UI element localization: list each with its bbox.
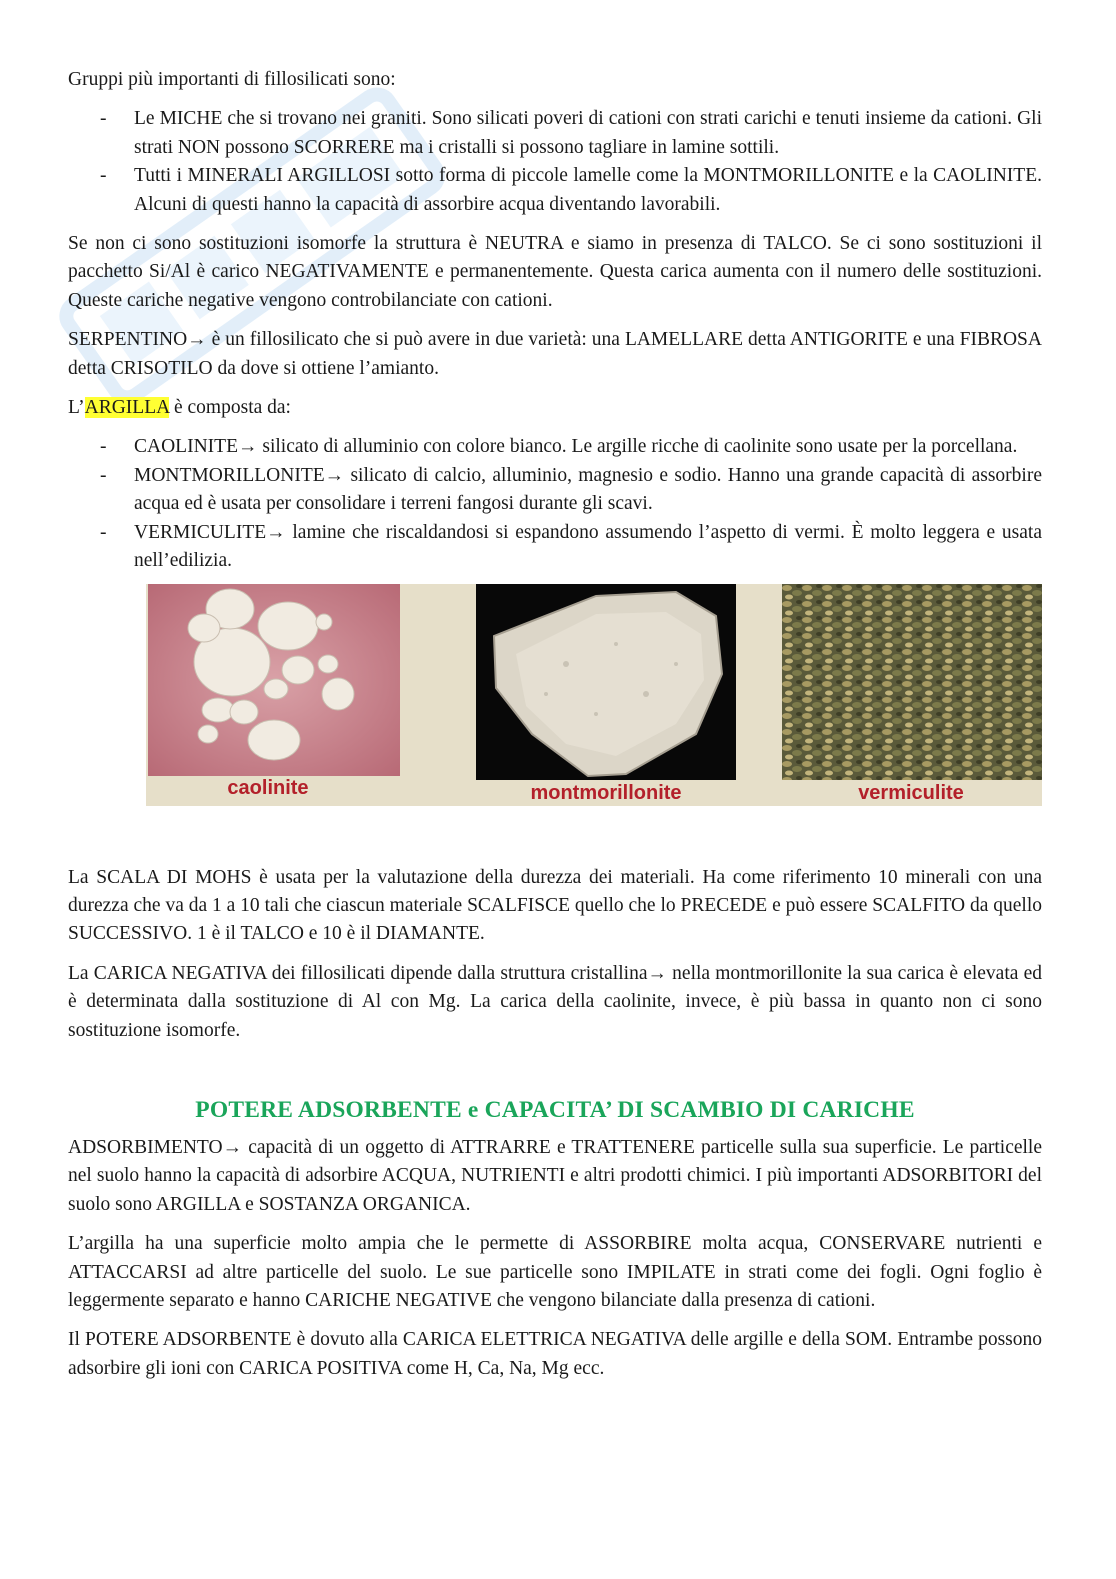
montmorillonite-photo xyxy=(476,584,736,780)
list-item-text: MONTMORILLONITE→ silicato di calcio, alluminio, magnesio e sodio. Hanno una grande capacità di assorbire acqua ed è usata per consolidare i terreni fangosi durante gli scavi. xyxy=(134,464,1042,515)
adsorbimento-paragraph: ADSORBIMENTO→ capacità di un oggetto di ATTRARRE e TRATTENERE particelle sulla sua superficie. Le particelle nel suolo hanno la capacità di adsorbire ACQUA, NUTRIENTI e altri prodotti chimici. I più importanti ADSORBITORI del suolo sono ARGILLA e SOSTANZA ORGANICA. xyxy=(68,1136,1042,1215)
mohs-paragraph: La SCALA DI MOHS è usata per la valutazione della durezza dei materiali. Ha come riferimento 10 minerali con una durezza che va da 1 a 10 tali che ciascun materiale SCALFISCE quello che lo PRECEDE e può essere SCALFITO da quello SUCCESSIVO. 1 è il TALCO e 10 è il DIAMANTE. xyxy=(68,866,1042,945)
list-item-text: CAOLINITE→ silicato di alluminio con colore bianco. Le argille ricche di caolinite sono usate per la porcellana. xyxy=(134,436,1018,458)
argilla-list xyxy=(68,433,1042,575)
list-item-text: Le MICHE che si trovano nei graniti. Sono silicati poveri di cationi con strati carichi e tenuti insieme da cationi. Gli strati NON possono SCORRERE ma i cristalli si possono tagliare in lamine sottili. xyxy=(134,108,1042,158)
intro-paragraph: Gruppi più importanti di fillosilicati sono: xyxy=(68,69,396,90)
argilla-superficie-paragraph: L’argilla ha una superficie molto ampia che le permette di ASSORBIRE molta acqua, CONSERVARE nutrienti e ATTACCARSI ad altre particelle del suolo. Le sue particelle sono IMPILATE in strati come dei fogli. Ogni foglio è leggermente separato e hanno CARICHE NEGATIVE che vengono bilanciate dalla presenza di cationi. xyxy=(68,1233,1042,1311)
potere-adsorbente-paragraph: Il POTERE ADSORBENTE è dovuto alla CARICA ELETTRICA NEGATIVA delle argille e della SOM. Entrambe possono adsorbire gli ioni con CARICA POSITIVA come H, Ca, Na, Mg ecc. xyxy=(68,1329,1042,1379)
fillosilicati-list xyxy=(68,105,1042,219)
argilla-highlight: ARGILLA xyxy=(84,397,170,419)
section-heading: POTERE ADSORBENTE e CAPACITA’ DI SCAMBIO DI CARICHE xyxy=(195,1096,915,1123)
serpentino-paragraph: SERPENTINO→ è un fillosilicato che si può avere in due varietà: una LAMELLARE detta ANTIGORITE e una FIBROSA detta CRISOTILO da dove si ottiene l’amianto. xyxy=(68,329,1042,379)
list-item xyxy=(68,462,1042,519)
list-item-text: VERMICULITE→ lamine che riscaldandosi si espandono assumendo l’aspetto di vermi. È molto leggera e usata nell’edilizia. xyxy=(134,521,1042,572)
talco-paragraph: Se non ci sono sostituzioni isomorfe la struttura è NEUTRA e siamo in presenza di TALCO. Se ci sono sostituzioni il pacchetto Si/Al è carico NEGATIVAMENTE e permanentemente. Questa carica aumenta con il numero delle sostituzioni. Queste cariche negative vengono controbilanciate con cationi. xyxy=(68,233,1042,311)
list-item xyxy=(68,105,1042,162)
list-item xyxy=(68,162,1042,219)
dash-marker: - xyxy=(100,521,107,543)
vermiculite-photo xyxy=(782,584,1042,780)
montmorillonite-caption: montmorillonite xyxy=(530,781,682,804)
caolinite-caption: caolinite xyxy=(227,776,309,799)
carica-paragraph: La CARICA NEGATIVA dei fillosilicati dipende dalla struttura cristallina→ nella montmorillonite la sua carica è elevata ed è determinata dalla sostituzione di Al con Mg. La carica della caolinite, invece, è più bassa in quanto non ci sono sostituzione isomorfe. xyxy=(68,962,1042,1041)
list-item xyxy=(68,519,1042,576)
argilla-intro-paragraph xyxy=(68,394,1042,422)
document-page xyxy=(68,66,1042,1394)
caolinite-photo xyxy=(148,584,400,776)
dash-marker: - xyxy=(100,464,107,486)
minerals-figure xyxy=(146,584,1042,806)
argilla-prefix: L’ xyxy=(68,397,85,419)
list-item xyxy=(68,433,1042,461)
argilla-suffix: è composta da: xyxy=(169,397,291,419)
list-item-text: Tutti i MINERALI ARGILLOSI sotto forma di piccole lamelle come la MONTMORILLONITE e la CAOLINITE. Alcuni di questi hanno la capacità di assorbire acqua diventando lavorabili. xyxy=(134,165,1042,215)
dash-marker: - xyxy=(100,436,107,458)
dash-marker: - xyxy=(100,108,107,130)
dash-marker: - xyxy=(100,165,107,187)
vermiculite-caption: vermiculite xyxy=(858,781,964,804)
